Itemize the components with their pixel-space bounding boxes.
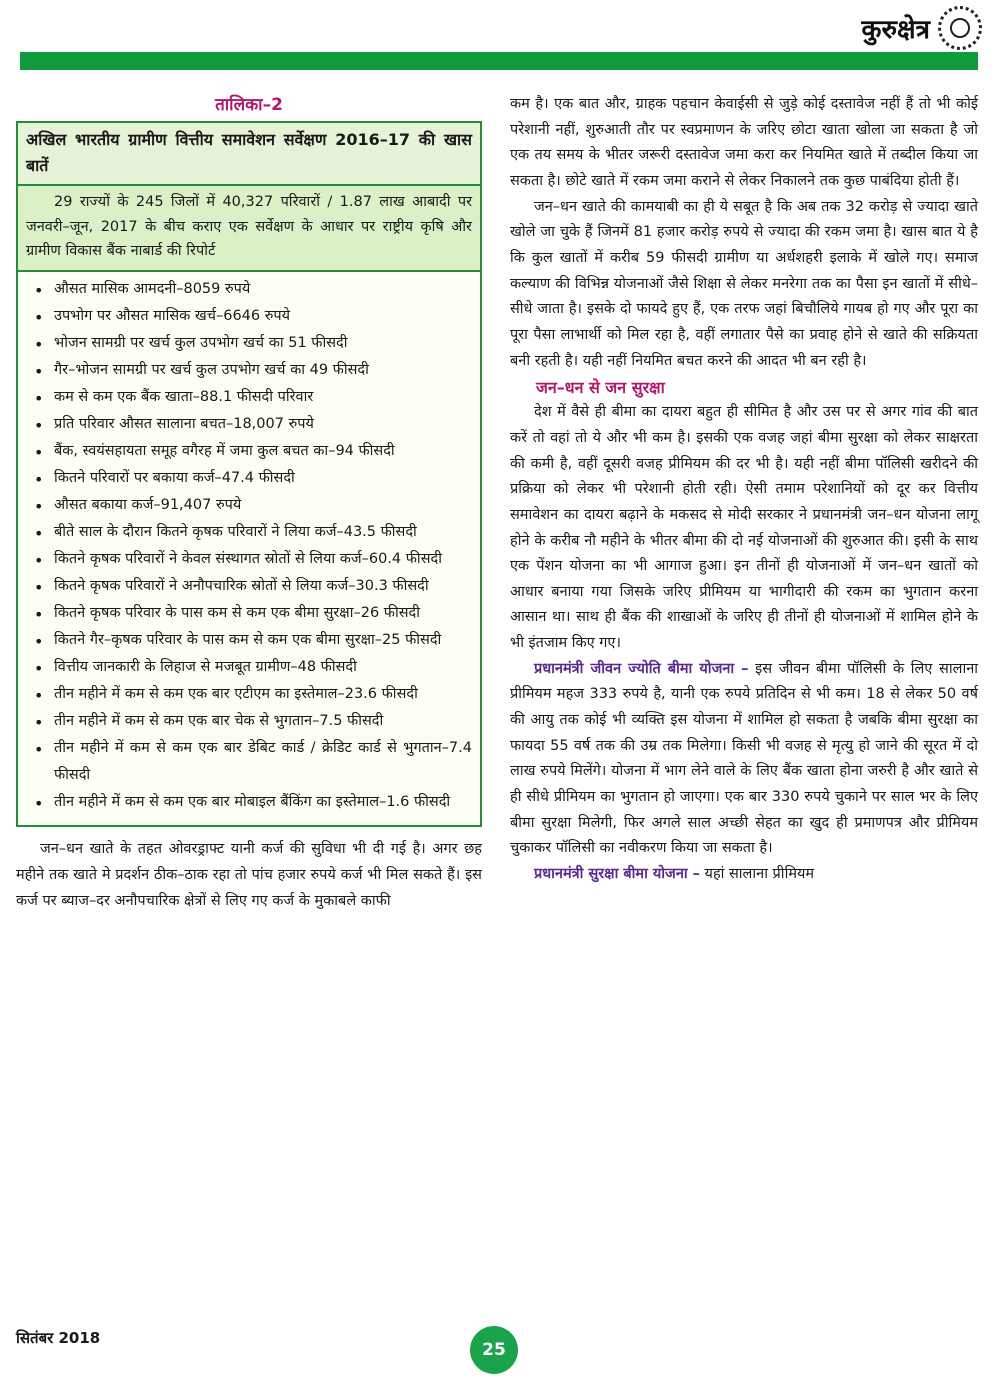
list-item: • तीन महीने में कम से कम एक बार डेबिट कार्ड / क्रेडिट कार्ड से भुगतान–7.4 फीसदी xyxy=(26,735,472,789)
list-item: • उपभोग पर औसत मासिक खर्च–6646 रुपये xyxy=(26,303,472,330)
list-item: • कितने कृषक परिवारों ने अनौपचारिक स्रोतों से लिया कर्ज–30.3 फीसदी xyxy=(26,573,472,600)
overdraft-paragraph: जन–धन खाते के तहत ओवरड्राफ्ट यानी कर्ज की सुविधा भी दी गई है। अगर छह महीने तक खाते मे प्रदर्शन ठीक–ठाक रहा तो पांच हजार रुपये कर्ज भी मिल सकते हैं। इस कर्ज पर ब्याज–दर अनौपचारिक क्षेत्रों से लिए गए कर्ज के मुकाबले काफी xyxy=(16,841,482,909)
list-item: • कितने कृषक परिवार के पास कम से कम एक बीमा सुरक्षा–26 फीसदी xyxy=(26,600,472,627)
continued-paragraph: कम है। एक बात और, ग्राहक पहचान केवाईसी से जुड़े कोई दस्तावेज नहीं हैं तो भी कोई परेशानी नहीं, शुरुआती तौर पर स्वप्रमाणन के जरिए छोटा खाता खोला जा सकता है जो एक तय समय के भीतर जरूरी दस्तावेज जमा करा कर नियमित खाते में तब्दील किया जा सकता है। छोटे खाते में रकम जमा कराने से लेकर निकालने तक कुछ पाबंदिया होती हैं। xyxy=(510,96,978,189)
survey-summary-box xyxy=(16,121,482,827)
header-green-bar xyxy=(20,52,978,70)
section-subheading: जन–धन से जन सुरक्षा xyxy=(536,378,665,398)
list-item: • भोजन सामग्री पर खर्च कुल उपभोग खर्च का 51 फीसदी xyxy=(26,330,472,357)
list-item: • औसत बकाया कर्ज–91,407 रुपये xyxy=(26,492,472,519)
list-item: • बीते साल के दौरान कितने कृषक परिवारों ने लिया कर्ज–43.5 फीसदी xyxy=(26,519,472,546)
list-item: • गैर–भोजन सामग्री पर खर्च कुल उपभोग खर्च का 49 फीसदी xyxy=(26,357,472,384)
list-item: • वित्तीय जानकारी के लिहाज से मजबूत ग्रामीण–48 फीसदी xyxy=(26,654,472,681)
left-column xyxy=(16,92,482,914)
jeevan-jyoti-paragraph xyxy=(510,657,978,862)
list-item: • कितने परिवारों पर बकाया कर्ज–47.4 फीसदी xyxy=(26,465,472,492)
list-item: • कितने कृषक परिवारों ने केवल संस्थागत स्रोतों से लिया कर्ज–60.4 फीसदी xyxy=(26,546,472,573)
list-item: • तीन महीने में कम से कम एक बार मोबाइल बैंकिंग का इस्तेमाल–1.6 फीसदी xyxy=(26,789,472,816)
issue-date: सितंबर 2018 xyxy=(16,1329,101,1347)
magazine-title: कुरुक्षेत्र xyxy=(861,15,930,45)
wheel-emblem-icon xyxy=(938,6,982,50)
list-item: • कितने गैर–कृषक परिवार के पास कम से कम एक बीमा सुरक्षा–25 फीसदी xyxy=(26,627,472,654)
list-item: • तीन महीने में कम से कम एक बार एटीएम का इस्तेमाल–23.6 फीसदी xyxy=(26,681,472,708)
insurance-paragraph: देश में वैसे ही बीमा का दायरा बहुत ही सीमित है और उस पर से अगर गांव की बात करें तो वहां तो ये और भी कम है। इसकी एक वजह जहां बीमा सुरक्षा को लेकर साक्षरता की कमी है, वहीं दूसरी वजह प्रीमियम की दर भी है। यही नहीं बीमा पॉलिसी खरीदने की प्रक्रिया को लेकर भी परेशानी होती रही। ऐसी तमाम परेशानियों को दूर कर वित्तीय समावेशन का दायरा बढ़ाने के मकसद से मोदी सरकार ने प्रधानमंत्री जन–धन योजना लागू होने के करीब नौ महीने के भीतर बीमा की दो नई योजनाओं की शुरुआत की। इसी के साथ एक पेंशन योजना का भी आगाज हुआ। इन तीनों ही योजनाओं में जन–धन खातों को आधार बनाया गया जिसके जरिए प्रीमियम या भागीदारी की रकम का भुगतान करना आसान था। साथ ही बैंक की शाखाओं के जरिए ही तीनों ही योजनाओं में शामिल होने के भी इंतजाम किए गए। xyxy=(510,404,978,652)
survey-heading: अखिल भारतीय ग्रामीण वित्तीय समावेशन सर्वेक्षण 2016–17 की खास बातें xyxy=(18,123,480,186)
list-item: • प्रति परिवार औसत सालाना बचत–18,007 रुपये xyxy=(26,411,472,438)
table-label: तालिका–2 xyxy=(215,95,283,115)
jeevan-jyoti-text: इस जीवन बीमा पॉलिसी के लिए सालाना प्रीमियम महज 333 रुपये है, यानी एक रुपये प्रतिदिन से भी कम। 18 से लेकर 50 वर्ष की आयु तक कोई भी व्यक्ति इस योजना में शामिल हो सकता है जबकि बीमा सुरक्षा का फायदा 55 वर्ष तक की उम्र तक मिलेगा। किसी भी वजह से मृत्यु हो जाने की सूरत में दो लाख रुपये मिलेंगे। योजना में भाग लेने वाले के लिए बैंक खाता होना जरुरी है और खाते से ही सीधे प्रीमियम का भुगतान हो जाएगा। एक बार 330 रुपये चुकाने पर साल भर के लिए बीमा सुरक्षा मिलेगी, फिर अगले साल अच्छी सेहत का खुद ही प्रमाणपत्र और प्रीमियम चुकाकर पॉलिसी का नवीकरण किया जा सकता है। xyxy=(510,660,978,857)
suraksha-text: यहां सालाना प्रीमियम xyxy=(699,866,815,883)
suraksha-title: प्रधानमंत्री सुरक्षा बीमा योजना – xyxy=(534,866,700,883)
page-number-badge: 25 xyxy=(470,1326,518,1374)
suraksha-paragraph xyxy=(510,862,978,888)
jeevan-jyoti-title: प्रधानमंत्री जीवन ज्योति बीमा योजना – xyxy=(534,660,749,677)
survey-intro: 29 राज्यों के 245 जिलों में 40,327 परिवारों / 1.87 लाख आबादी पर जनवरी–जून, 2017 के बीच कराए एक सर्वेक्षण के आधार पर राष्ट्रीय कृषि और ग्रामीण विकास बैंक नाबार्ड की रिपोर्ट xyxy=(18,186,480,272)
list-item: • बैंक, स्वयंसहायता समूह वगैरह में जमा कुल बचत का–94 फीसदी xyxy=(26,438,472,465)
masthead xyxy=(861,6,982,50)
survey-facts-list xyxy=(18,272,480,825)
right-column xyxy=(510,92,978,888)
list-item: • तीन महीने में कम से कम एक बार चेक से भुगतान–7.5 फीसदी xyxy=(26,708,472,735)
list-item: • कम से कम एक बैंक खाता–88.1 फीसदी परिवार xyxy=(26,384,472,411)
success-paragraph: जन–धन खाते की कामयाबी का ही ये सबूत है कि अब तक 32 करोड़ से ज्यादा खाते खोले जा चुके हैं जिनमें 81 हजार करोड़ रुपये से ज्यादा की रकम जमा है। खास बात ये है कि कुल खातों में करीब 59 फीसदी ग्रामीण या अर्धशहरी इलाके में खोले गए। समाज कल्याण की विभिन्न योजनाओं जैसे शिक्षा से लेकर मनरेगा तक का पैसा इन खातों में सीधे–सीधे जाता है। इसके दो फायदे हुए हैं, एक तरफ जहां बिचौलिये गायब हो गए और पूरा का पूरा पैसा लाभार्थी को मिल रहा है, वहीं लगातार पैसे का प्रवाह होने से खाते की सक्रियता बनी रहती है। यही नहीं नियमित बचत करने की आदत भी बन रही है। xyxy=(510,198,978,369)
list-item: • औसत मासिक आमदनी–8059 रुपये xyxy=(26,276,472,303)
